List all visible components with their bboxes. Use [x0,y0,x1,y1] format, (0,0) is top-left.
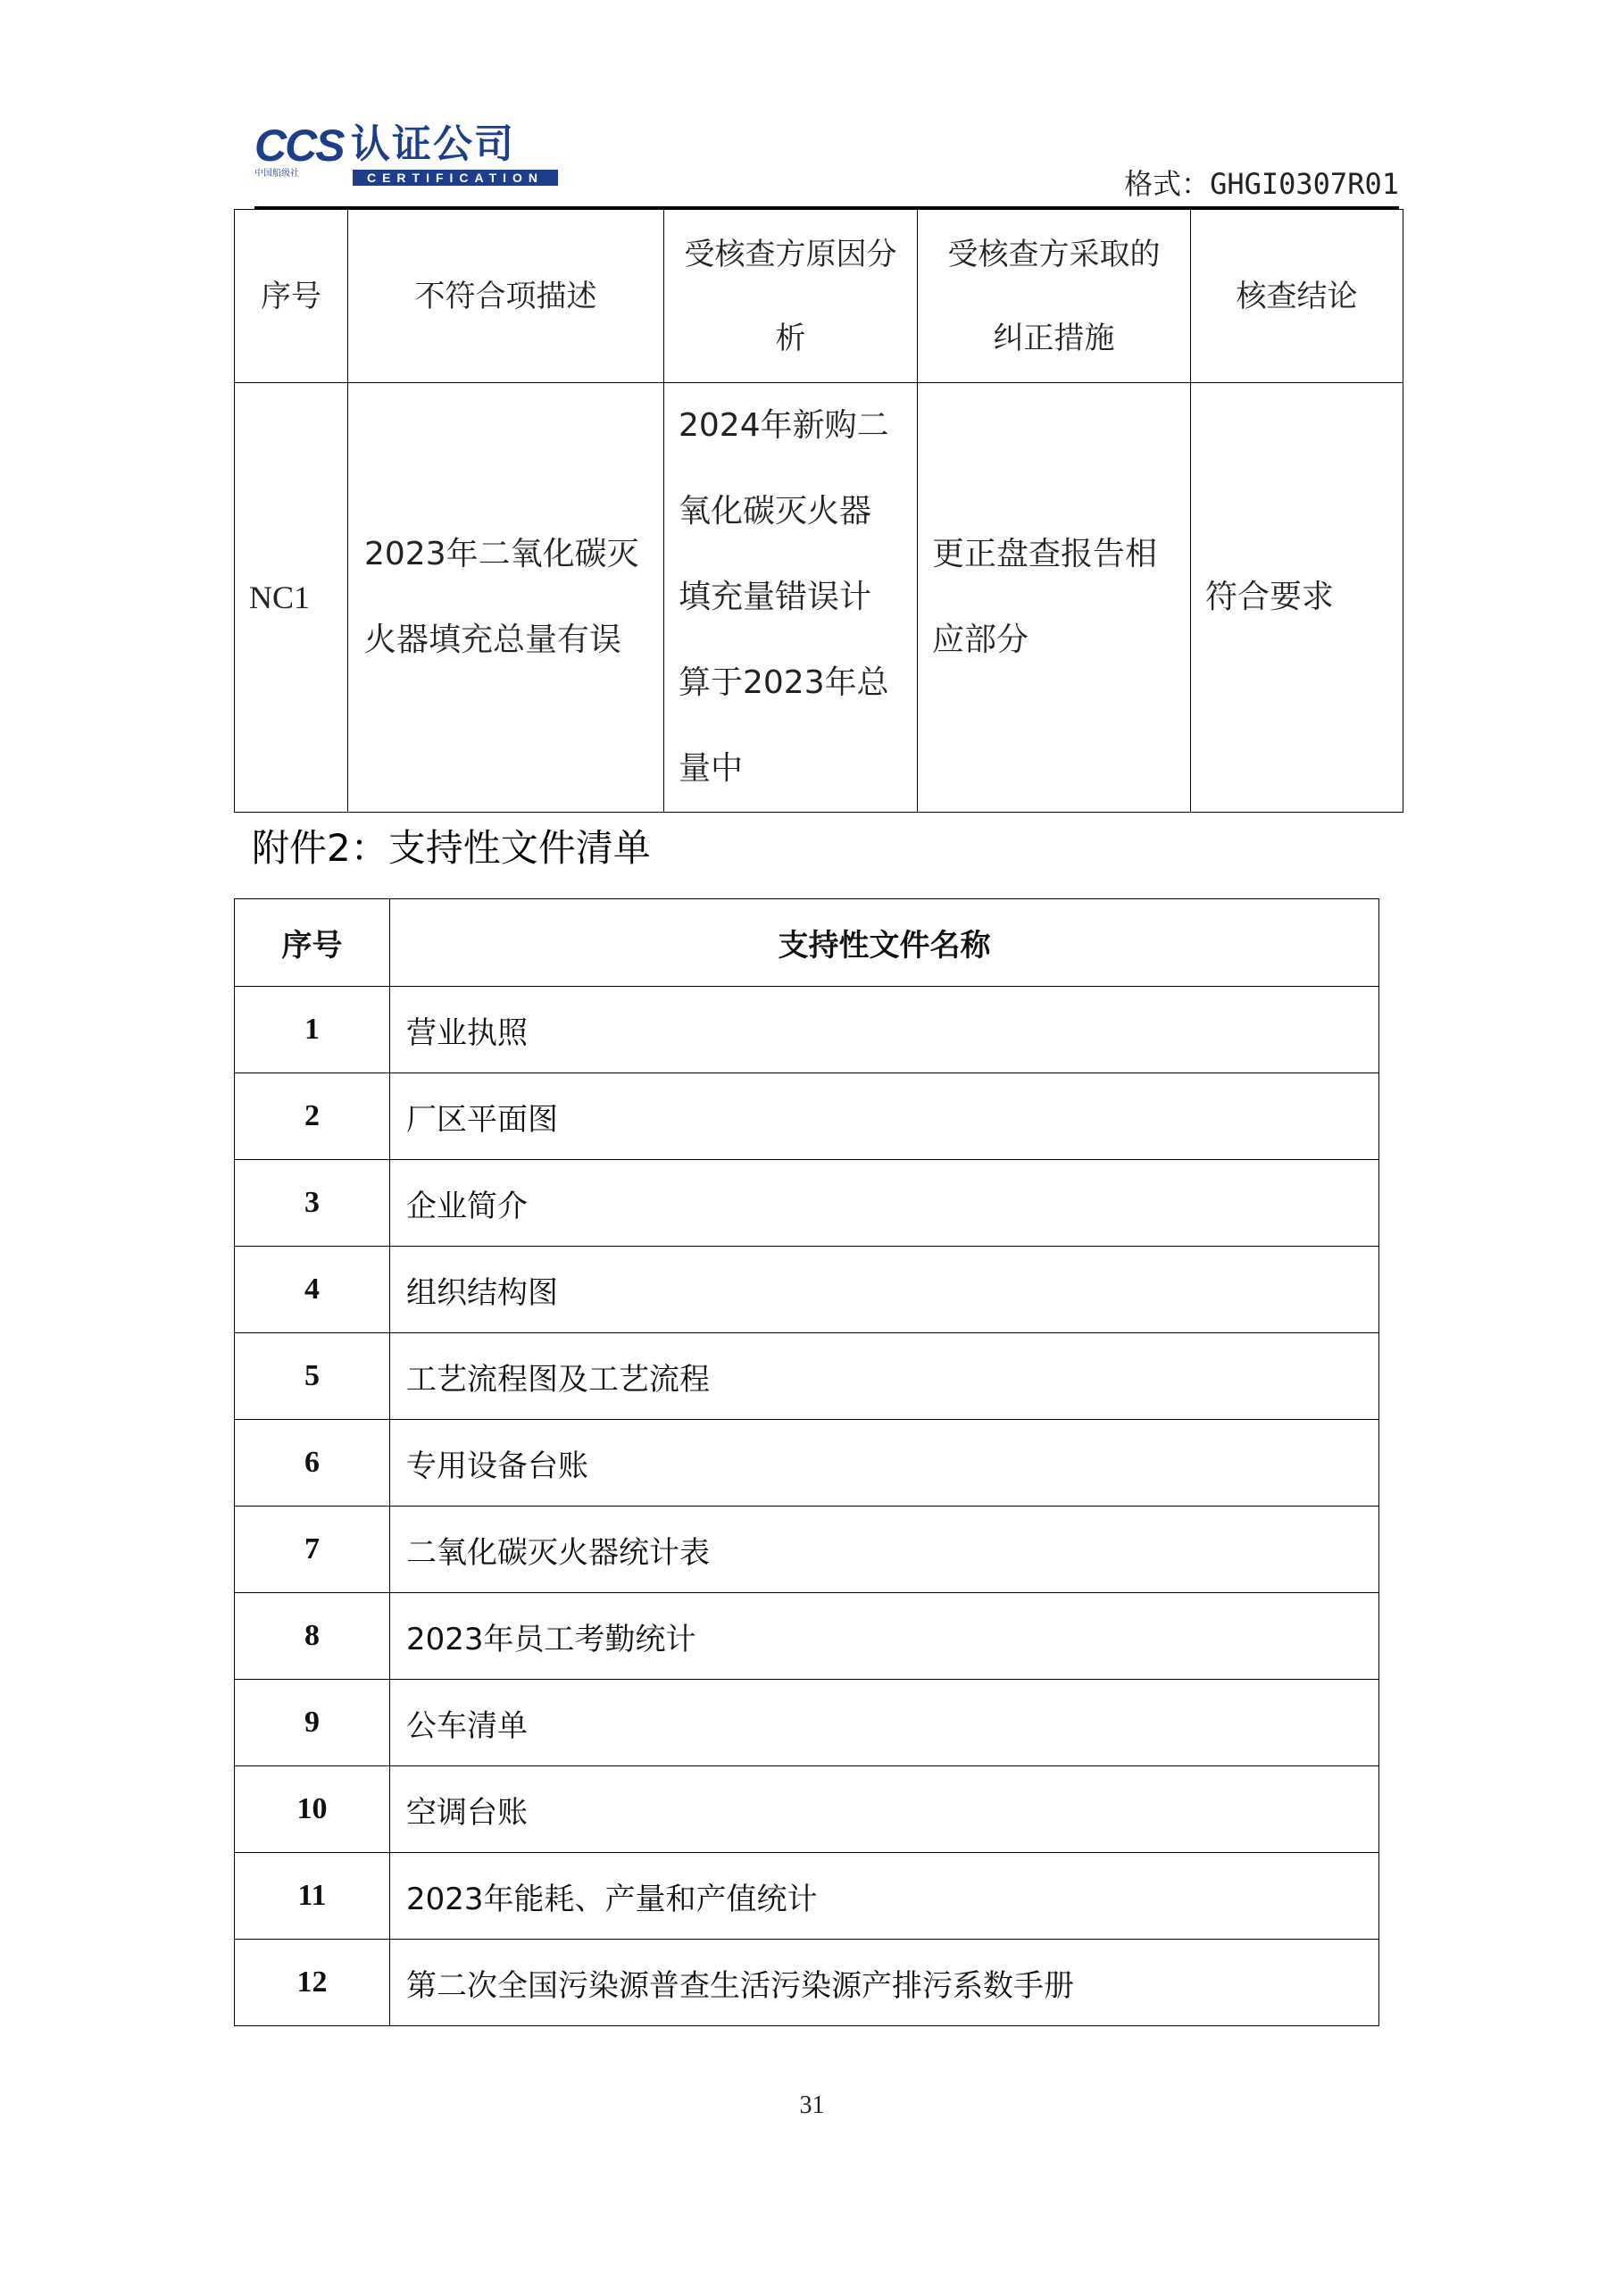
logo-ccs-text: CCS [254,121,344,171]
table-row [235,1593,1379,1680]
doc-index: 9 [235,1680,390,1766]
doc-index: 4 [235,1247,390,1333]
doc-index: 8 [235,1593,390,1680]
doc-name: 2023年能耗、产量和产值统计 [390,1853,1379,1940]
table-row [235,1853,1379,1940]
nc-conclusion-cell: 符合要求 [1191,383,1403,813]
doc-index: 5 [235,1333,390,1420]
doc-name: 公车清单 [390,1680,1379,1766]
doc-index: 6 [235,1420,390,1507]
table-row [235,1420,1379,1507]
nc-header-cell: 受核查方采取的纠正措施 [918,210,1191,383]
supporting-documents-table [234,898,1379,2026]
doc-name: 企业简介 [390,1160,1379,1247]
doc-name: 工艺流程图及工艺流程 [390,1333,1379,1420]
table-row [235,1766,1379,1853]
doc-index: 12 [235,1940,390,2026]
nc-header-cell: 受核查方原因分析 [664,210,918,383]
table-row [235,1333,1379,1420]
doc-name: 专用设备台账 [390,1420,1379,1507]
table-row [235,1160,1379,1247]
doc-name: 组织结构图 [390,1247,1379,1333]
nc-description-cell: 2023年二氧化碳灭火器填充总量有误 [348,383,664,813]
table-row [235,1507,1379,1593]
nc-header-cell: 核查结论 [1191,210,1403,383]
nc-id-cell: NC1 [235,383,348,813]
doc-name: 2023年员工考勤统计 [390,1593,1379,1680]
doc-index: 11 [235,1853,390,1940]
doc-index: 2 [235,1073,390,1160]
logo-sub-text: 中国船级社 [254,169,299,179]
doc-header-name: 支持性文件名称 [390,899,1379,987]
doc-name: 第二次全国污染源普查生活污染源产排污系数手册 [390,1940,1379,2026]
doc-table-header-row [235,899,1379,987]
logo-cn-text: 认证公司 [351,121,515,167]
ccs-certification-logo [254,123,576,190]
nc-cause-cell: 2024年新购二氧化碳灭火器填充量错误计算于2023年总量中 [664,383,918,813]
doc-name: 二氧化碳灭火器统计表 [390,1507,1379,1593]
table-row [235,987,1379,1073]
doc-name: 营业执照 [390,987,1379,1073]
table-row [235,1073,1379,1160]
doc-index: 1 [235,987,390,1073]
attachment-title: 附件2：支持性文件清单 [252,826,651,870]
doc-index: 10 [235,1766,390,1853]
doc-index: 3 [235,1160,390,1247]
page-header [254,123,1399,209]
table-row [235,1247,1379,1333]
nonconformity-table [234,209,1403,813]
doc-name: 厂区平面图 [390,1073,1379,1160]
nc-header-cell: 不符合项描述 [348,210,664,383]
nc-header-cell: 序号 [235,210,348,383]
table-row [235,1940,1379,2026]
nc-corrective-cell: 更正盘查报告相应部分 [918,383,1191,813]
doc-index: 7 [235,1507,390,1593]
doc-header-index: 序号 [235,899,390,987]
doc-name: 空调台账 [390,1766,1379,1853]
nc-table-header-row [235,210,1403,383]
format-code: 格式：GHGI0307R01 [1124,167,1399,201]
page-number: 31 [799,2091,825,2119]
logo-certification-text: CERTIFICATION [353,170,558,186]
table-row [235,1680,1379,1766]
table-row [235,383,1403,813]
